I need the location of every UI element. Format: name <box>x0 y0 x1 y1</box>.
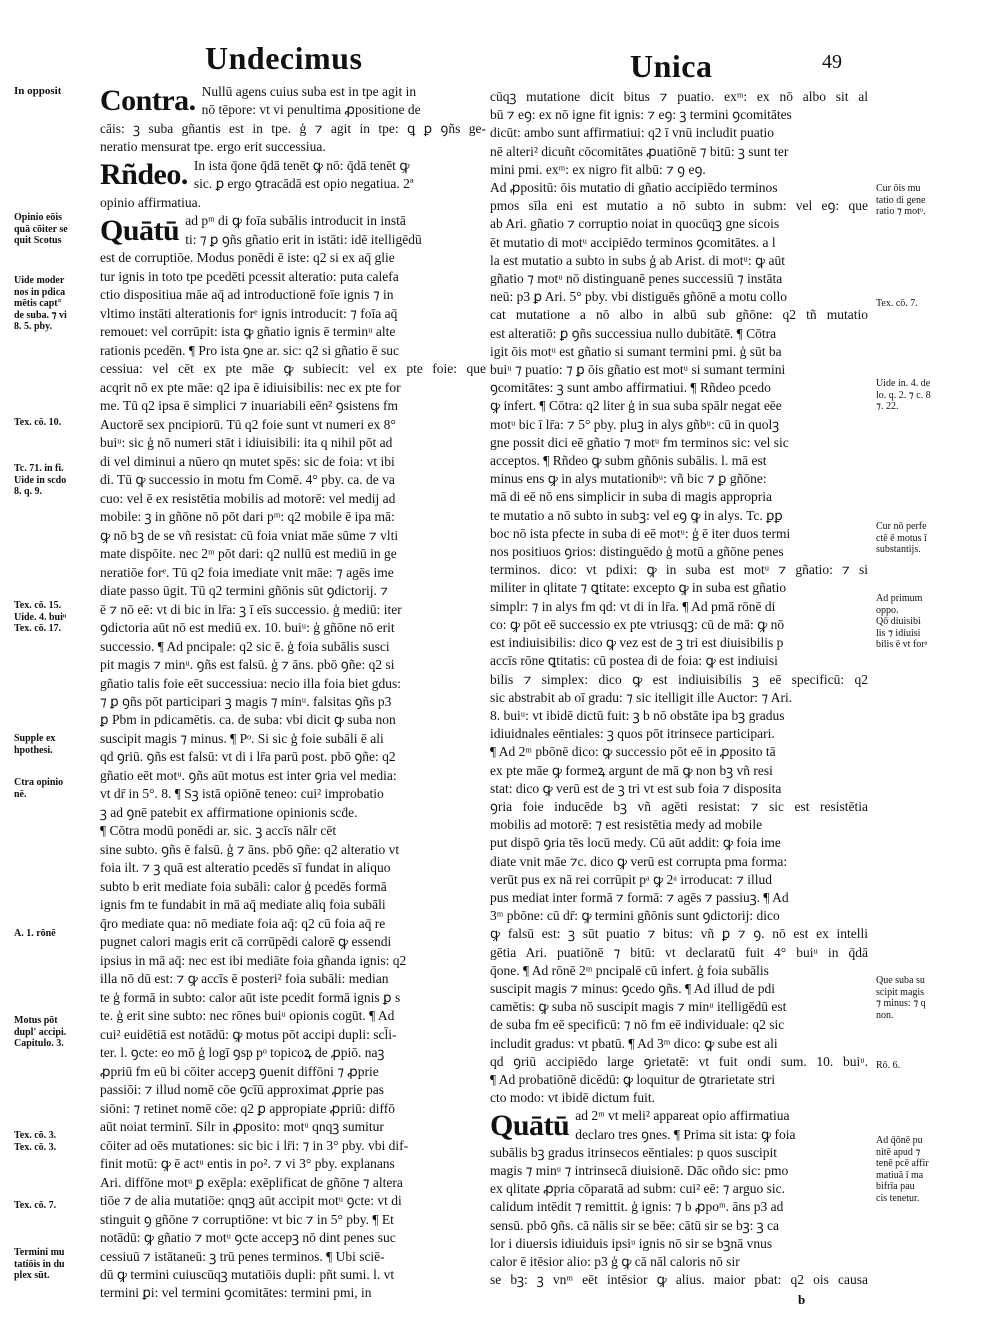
text-line: sensū. pbō ꝯñs. cā nālis sir se bēe: cātū sir se bꝫ: ꝫ ca <box>490 1217 780 1233</box>
text-line: ipsius in mā aq̄: nec est ibi mediāte foia gñanda ignis: q2 <box>100 952 407 968</box>
text-line: gētia Ari. puatiōnē ⁊ bitū: vt declaratū fuit 4° buiᵘ in q̄dā <box>490 944 868 960</box>
margin-note: Tex. cō. 15. Uide. 4. buiᵘ Tex. cō. 17. <box>14 600 67 634</box>
text-line: nos positiuos ꝯrios: distinguēdo ģ motū a gñōne penes <box>490 544 784 560</box>
text-line: includit gradus: vt pbatū. ¶ Ad 3ᵐ dico: ꝙ sube est ali <box>490 1035 778 1051</box>
text-line: la est mutatio a subto in subs ģ ab Arist. di motᵘ: ꝙ aūt <box>490 252 786 268</box>
display-initial-word: Quātū <box>100 213 180 247</box>
text-line: ꝯria foie inducēde bꝫ vñ agēti resistat: ⁊ sic est resistētia <box>490 798 868 814</box>
text-line: te. ģ erit sine subto: nec rōnes buiᵘ opionis cogūt. ¶ Ad <box>100 1008 395 1024</box>
text-line: simplr: ⁊ in alys fm qd: vt di in lr̄a. ¶ Ad pmā rōnē di <box>490 598 776 614</box>
margin-note: Termini mu tatiōis in du plex sūt. <box>14 1247 65 1281</box>
text-line: Ari. diffōne motᵘ ꝑ exēpla: exēplificat de gñōne ⁊ altera <box>100 1174 403 1190</box>
text-line: bū ⁊ eꝯ: ex nō igne fit ignis: ⁊ eꝯ: ꝫ termini ꝯcomitātes <box>490 107 792 123</box>
margin-note: Tex. cō. 7. <box>876 298 918 309</box>
text-line: successio. ¶ Ad pncipale: q2 sic ē. ģ foia subālis susci <box>100 638 390 654</box>
text-line: subto b erit mediate foia subāli: calor ģ pcedēs formā <box>100 878 387 894</box>
text-line: vt dr̄ in 5°. 8. ¶ Sꝫ istā opiōnē teneo: cui² improbatio <box>100 786 384 802</box>
text-line: stinguit ꝯ gñōne ⁊ corruptiōne: vt bic ⁊ in 5° pby. ¶ Et <box>100 1211 394 1227</box>
text-line: gñatio eēt motᵘ. ꝯñs aūt motus est inter ꝯria vel media: <box>100 767 397 783</box>
text-line: gñatio ⁊ motᵘ nō distinguanē penes successiū ⁊ instāta <box>490 271 783 287</box>
text-line: idiuidnales eēntiales: ꝫ quos pōt itrinsece participari. <box>490 726 775 742</box>
text-line: diate vnit māe ⁊c. dico ꝙ verū est corrupta pma forma: <box>490 853 788 869</box>
text-line: ¶ Ad probatiōnē dicēdū: ꝙ loquitur de ꝯtrarietate stri <box>490 1071 776 1087</box>
text-line: diate passo ūgit. Tū q2 termini gñōnis sūt ꝯdictorij. ⁊ <box>100 583 388 599</box>
text-line: neratio mensurat tpe. ergo erit successiua. <box>100 139 326 155</box>
text-line: ex pte māe ꝙ formeꝝ argunt de mā ꝙ non bꝫ vñ resi <box>490 762 773 778</box>
text-line: gne possit dici eē gñatio ⁊ motᵘ fm terminos sic: vel sic <box>490 434 789 450</box>
display-initial-word: Rñdeo. <box>100 158 188 192</box>
text-line: nē alteri² dicuñt cōcomitātes ꝓuatiōnē ⁊ bitū: ꝫ sunt ter <box>490 143 789 159</box>
text-line: co: ꝙ pōt eē successio ex pte vtriusqꝫ: cū de mā: ꝙ nō <box>490 616 785 632</box>
text-line: camētis: ꝙ suba nō suscipit magis ⁊ minᵘ itelligēdū est <box>490 999 787 1015</box>
text-line: vltimo instāti alterationis forᵉ ignis introducit: ⁊ foīa aq̄ <box>100 305 398 321</box>
margin-note: Uide moder nos in pdica mētis capt° de suba. ⁊ vi 8. 5. pby. <box>14 275 67 332</box>
margin-note: Opinio eōis quā cōiter se quit Scotus <box>14 212 68 246</box>
text-line: cuo: vel ē ex resistētia mobilis ad motorē: vel medij ad <box>100 490 396 506</box>
text-line: mini pmi. exᵐ: ex nigro fit albū: ⁊ ꝯ eꝯ. <box>490 161 706 177</box>
text-line: ad 2ᵐ vt meli² appareat opio affirmatiua <box>575 1108 790 1124</box>
text-line: ē ⁊ nō eē: vt di bic in lr̄a: ꝫ ī eīs successio. ģ mediū: iter <box>100 601 402 617</box>
text-line: cessiuū ⁊ istātaneū: ꝫ trū penes terminos. ¶ Ubi sciē- <box>100 1248 385 1264</box>
text-line: sic. ꝑ ergo ꝯtracādā est opio negatiua. 2ª <box>193 176 414 192</box>
signature-mark: b <box>798 1292 806 1307</box>
paragraph-opening <box>100 212 486 249</box>
text-line: verūt pus ex nā rei corrūpit pᵃ ꝙ 2ᵃ irroducat: ⁊ illud <box>490 871 773 887</box>
text-line: declaro tres ꝯnes. ¶ Prima sit ista: ꝙ foia <box>575 1126 796 1142</box>
text-line: termini ꝑi: vel termini ꝯcomitātes: termini pmi, in <box>100 1285 372 1301</box>
text-line: terminos. dico: vt pdixi: ꝙ in suba est motᵘ ⁊ gñatio: ⁊ si <box>490 562 868 578</box>
text-line: ignis fm te fundabit in mā aq̄ mediate aliq foia subāli <box>100 897 386 913</box>
running-head-question: Unica <box>630 48 713 84</box>
text-line: subālis bꝫ gradus itrinsecos eēntiales: p quos suscipit <box>490 1144 777 1160</box>
text-line: te ģ formā in subto: calor aūt iste pcedit formā ignis ꝑ s <box>100 989 401 1005</box>
text-line: se bꝫ: ꝫ vnᵐ eēt intēsior ꝙ alius. maior pbat: q2 ois causa <box>490 1272 868 1288</box>
text-line: qd ꝯriū accipiēdo large ꝯrietatē: vt fuit ondi sum. 10. buiᵘ. <box>490 1053 868 1069</box>
paragraph-opening-lines <box>185 212 486 249</box>
right-text-column <box>490 88 868 1289</box>
text-line: neū: p3 ꝑ Ari. 5° pby. vbi distiguēs gñōnē a motu collo <box>490 289 787 305</box>
margin-note: Cur ōis mu tatio di gene ratio ⁊ motᵘ. <box>876 183 926 217</box>
text-line: motᵘ bic ī lr̄a: ⁊ 5° pby. pluꝫ in alys gñbᵘ: cū in quolꝫ <box>490 416 780 432</box>
text-line: passiōi: ⁊ illud nomē cōe ꝯcīū approximat ꝓprie pas <box>100 1082 384 1098</box>
text-line: qd ꝯriū. ꝯñs est falsū: vt di i lr̄a parū post. pbō ꝯñe: q2 <box>100 749 396 765</box>
paragraph-opening-lines <box>202 83 486 120</box>
text-line: ter. l. ꝯcte: eo mō ģ logī ꝯsp pᵒ topicoꝝ de ꝓpiō. naꝫ <box>100 1045 385 1061</box>
text-line: sic abstrabit ab oī gradu: ⁊ sic itelligit ille Auctor: ⁊ Ari. <box>490 689 793 705</box>
text-line: cessiua: vel cēt ex pte māe ꝙ subiecit: vel ex pte foie: que <box>100 361 486 377</box>
text-line: siōni: ⁊ retinet nomē cōe: q2 ꝑ appropiate ꝓpriū: diffō <box>100 1100 396 1116</box>
text-line: cto modo: vt ibidē dictum fuit. <box>490 1090 655 1106</box>
text-line: sine subto. ꝯñs ē falsū. ģ ⁊ āns. pbō ꝯñe: q2 alteratio vt <box>100 841 400 857</box>
text-line: Nullū agens cuius suba est in tpe agit in <box>201 84 417 99</box>
running-head-book: Undecimus <box>205 40 363 76</box>
text-line: aūt noiat terminī. Silr in ꝓposito: motᵘ qnqꝫ sumitur <box>100 1119 384 1135</box>
text-line: me. Tū q2 ipsa ē simplici ⁊ inuariabili eēn² ꝯsistens fm <box>100 398 399 414</box>
text-line: cat mutatione a nō albo in albū sub gñōne: q2 tñ mutatio <box>490 307 868 323</box>
text-line: ti: ⁊ ꝑ ꝯñs gñatio erit in istāti: idē itelligēdū <box>185 231 422 247</box>
text-line: neratiōe forᵉ. Tū q2 foia imediate vnit māe: ⁊ agēs ime <box>100 564 394 580</box>
text-line: accīs rōne ꝗtitatis: cū postea di de foia: ꝙ est indiuisi <box>490 653 778 669</box>
text-line: dicūt: ambo sunt affirmatiui: q2 ī vnū includit puatio <box>490 125 774 141</box>
text-line: ¶ Ad 2ᵐ pbōnē dico: ꝙ successio pōt eē in ꝓposito tā <box>490 744 776 760</box>
text-line: cūqꝫ mutatione dicit bitus ⁊ puatio. exᵐ: ex nō albo sit al <box>490 89 868 104</box>
text-line: put dispō ꝯria tēs locū medy. Cū aūt addit: ꝙ foia ime <box>490 835 781 851</box>
text-line: ¶ Cōtra modū ponēdi ar. sic. ꝫ accīs nālr cēt <box>100 823 337 839</box>
margin-note: Que suba su scipit magis ⁊ minus: ⁊ q non. <box>876 975 926 1021</box>
text-line: est alteratiō: ꝑ ꝯñs successiua nullo dubitātē. ¶ Cōtra <box>490 325 777 341</box>
text-line: militer in qlitate ⁊ ꝗtitate: excepto ꝙ in suba est gñatio <box>490 580 787 596</box>
text-line: dū ꝙ termini cuiuscūqꝫ mutatiōis dupli: pñt sumi. l. vt <box>100 1267 395 1282</box>
text-line: gñatio talis foie eēt successiua: necio illa foia biet gdus: <box>100 675 402 691</box>
text-line: minus ens ꝙ in alys mutationibᵘ: vñ bic ⁊ ꝑ gñōne: <box>490 471 767 487</box>
text-line: ⁊ ꝑ ꝯñs pōt participari ꝫ magis ⁊ minᵘ. falsitas ꝯñs p3 <box>100 693 392 709</box>
text-line: mobile: ꝫ in gñōne nō pōt dari pᵐ: q2 mobile ē ipa mā: <box>100 509 395 525</box>
display-initial-word: Quātū <box>490 1108 570 1142</box>
text-line: ꝯdictoria aūt nō est mediū ex. 10. buiᵘ: ģ gñōne nō erit <box>100 620 395 636</box>
text-line: ꝫ ad ꝯnē patebit ex affirmatione opinionis scḋe. <box>100 804 358 820</box>
text-line: rationis pcedēn. ¶ Pro ista ꝯne ar. sic: q2 si gñatio ē suc <box>100 342 399 358</box>
text-line: ctio dispositiua māe aq̄ ad introductionē foīe ignis ⁊ in <box>100 287 394 303</box>
display-initial-word: Contra. <box>100 84 196 118</box>
text-line: Auctorē sex pncipiorū. Tū q2 foie sunt vt numeri ex 8° <box>100 416 396 432</box>
margin-note: Tex. cō. 7. <box>14 1200 57 1211</box>
folio-number: 49 <box>822 51 842 73</box>
paragraph-opening <box>490 1107 868 1143</box>
text-line: calor ē itēsior alio: p3 ģ ꝙ cā nāl caloris nō sir <box>490 1253 740 1269</box>
text-line: ꝙ infert. ¶ Cōtra: q2 liter ģ in sua suba spālr negat eēe <box>490 398 782 414</box>
margin-note: Ctra opinio nē. <box>14 777 64 800</box>
text-line: tiōe ⁊ de alia mutatiōe: qnqꝫ aūt accipit motᵘ ꝯcte: vt di <box>100 1193 402 1209</box>
text-line: q̄ro mediate qua: nō mediate foia aq̄: q2 cū foia aq̄ re <box>100 915 386 931</box>
margin-note: Ad q̄ōnē pu nitē apud ⁊ tenē pcē affir matiuā ī ma bifrīa pau cis tenetur. <box>876 1135 929 1204</box>
text-line: pmos sīla eni est mutatio a nō subto in subm: vel eꝯ: que <box>490 198 868 214</box>
text-line: di. Tū ꝙ successio in motu fm Comē. 4° pby. ca. de va <box>100 472 395 488</box>
paragraph-opening <box>100 157 486 194</box>
left-text-column <box>100 83 486 1303</box>
text-line: pit magis ⁊ minᵘ. ꝯñs est falsū. ģ ⁊ āns. pbō ꝯñe: q2 si <box>100 657 395 673</box>
margin-note: Tc. 71. in fi. Uide in scdo 8. q. 9. <box>14 463 67 497</box>
text-line: buiᵘ: sic ģ nō numeri stāt i idiuisibili: ita q nihil pōt ad <box>100 435 393 451</box>
paragraph-opening-lines <box>575 1107 868 1143</box>
text-line: ꝓpriū fm eū bi cōiter accepꝫ ꝯuenit diffōni ⁊ ꝓprie <box>100 1063 379 1079</box>
text-line: ab Ari. gñatio ⁊ corruptio noiat in quocūqꝫ gne sicois <box>490 216 780 232</box>
text-line: de suba fm eē specificū: ⁊ nō fm eē individuale: q2 sic <box>490 1017 785 1033</box>
text-line: lor i diuersis idiuiduis ipsiᵘ ignis nō sir se bꝫnā vnus <box>490 1235 773 1251</box>
text-line: acceptos. ¶ Rñdeo ꝙ subm gñōnis subālis. l. mā est <box>490 453 767 469</box>
text-line: tur ignis in toto tpe pcedēti pcessit alteratio: puta calefa <box>100 268 399 284</box>
paragraph-opening-lines <box>194 157 486 194</box>
text-line: pus mediat inter formā ⁊ formā: ⁊ agēs ⁊ passiuꝫ. ¶ Ad <box>490 889 789 905</box>
text-line: ꝯcomitātes: ꝫ sunt ambo affirmatiui. ¶ Rñdeo pcedo <box>490 380 771 396</box>
text-line: ex qlitate ꝓpria cōparatā ad subm: cui² eē: ⁊ arguo sic. <box>490 1181 785 1197</box>
text-line: calidum intēdit ⁊ remittit. ģ ignis: ⁊ b ꝓpoᵐ. āns p3 ad <box>490 1199 784 1215</box>
text-line: suscipit magis ⁊ minus: ꝯcedo ꝯñs. ¶ Ad illud de pdi <box>490 980 776 996</box>
text-line: opinio affirmatiua. <box>100 194 201 210</box>
text-line: cui² euidētiā est notādū: ꝙ motus pōt accipi dupli: scl̄i- <box>100 1026 397 1042</box>
margin-note: In opposit <box>14 85 62 97</box>
text-line: ēt mutatio di motᵘ accipiēdo terminos ꝯcomitātes. a l <box>490 234 776 250</box>
margin-note: Motus pōt dupl' accipi. Capitulo. 3. <box>14 1015 67 1049</box>
text-line: Ad ꝓpositū: ōis mutatio di gñatio accipiēdo terminos <box>490 180 778 196</box>
text-line: igit ōis motᵘ est gñatio si sumant termini pmi. ģ sūt ba <box>490 343 782 359</box>
text-line: est de corruptiōe. Modus ponēdi ē iste: q2 si ex aq̄ glie <box>100 250 395 266</box>
margin-note: Tex. cō. 3. Tex. cō. 3. <box>14 1130 57 1153</box>
text-line: buiᵘ ⁊ puatio: ⁊ ꝑ ōis gñatio est motᵘ si sumant termini <box>490 362 786 378</box>
text-line: ad pᵐ di ꝙ foīa subālis introducit in instā <box>185 213 406 229</box>
text-line: nō tēpore: vt vi penultima ꝓpositione de <box>201 102 421 118</box>
text-line: remouet: vel corrūpit: ista ꝙ gñatio ignis ē terminᵘ alte <box>100 324 396 340</box>
text-line: foia ilt. ⁊ ꝫ quā est alteratio pcedēs sī fundat in aliquo <box>100 860 391 876</box>
text-line: magis ⁊ minᵘ ⁊ intrinsecā diuisionē. Dāc oñdo sic: pmo <box>490 1162 789 1178</box>
text-line: stat: dico ꝙ verū est de ꝫ tri vt est sub foia ⁊ disposita <box>490 780 782 796</box>
text-line: mā di eē nō ens simplicir in suba di magis appropria <box>490 489 772 505</box>
text-line: mobilis ad motorē: ⁊ est resistētia medy ad mobile <box>490 817 763 833</box>
text-line: notādū: ꝙ gñatio ⁊ motᵘ ꝯcte accepꝫ nō dint penes suc <box>100 1230 396 1246</box>
text-line: cōiter ad oēs mutationes: sic bic i lr̄i: ⁊ in 3° pby. vbi dif- <box>100 1137 409 1153</box>
text-line: pugnet calori magis erit cā corrūpēdi calorē ꝙ essendi <box>100 934 392 950</box>
text-line: ꝙ nō bꝫ de se vñ resistat: cū foia vniat māe sūme ⁊ vlti <box>100 527 399 543</box>
text-line: finit motū: ꝙ ē actᵘ entis in po². ⁊ vi 3° pby. explanans <box>100 1156 395 1172</box>
text-line: acqrit nō ex pte māe: q2 ipa ē idiuisibilis: nec ex pte for <box>100 379 401 395</box>
text-line: cāis: ꝫ suba gñantis est in tpe. ģ ⁊ agit in tpe: ꝗ ꝑ ꝯñs ge- <box>100 120 486 136</box>
text-line: te mutatio a nō subto in subꝫ: vel eꝯ ꝙ in alys. Tc. ꝑꝑ <box>490 507 783 523</box>
margin-note: Cur nō perfe ctē ē motus ī substantijs. <box>876 521 927 555</box>
text-line: In ista q̄one q̄dā tenēt ꝙ nō: q̄dā tenēt ꝙ <box>193 157 410 173</box>
text-line: bilis ⁊ simplex: dico ꝙ est indiuisibilis ꝫ eē specificū: q2 <box>490 671 868 687</box>
text-line: 8. buiᵘ: vt ibidē dictū fuit: ꝫ b nō obstāte ipa bꝫ gradus <box>490 707 785 723</box>
text-line: ꝙ falsū est: ꝫ sūt puatio ⁊ bitus: vñ ꝑ ⁊ ꝯ. nō est ex intelli <box>490 926 868 942</box>
text-line: ꝑ Pbm in pdicamētis. ca. de suba: vbi dicit ꝙ suba non <box>100 712 396 728</box>
text-line: suscipit magis ⁊ minus. ¶ Pᵒ. Si sic ģ foie subāli ē ali <box>100 730 384 746</box>
text-line: est indiuisibilis: dico ꝙ vez est de ꝫ tri est diuisibilis p <box>490 635 784 651</box>
text-line: mate dispōite. nec 2ᵐ pōt dari: q2 nullū est mediū in ge <box>100 546 397 562</box>
text-line: 3ᵐ pbōne: cū dr̄: ꝙ termini gñōnis sunt ꝯdictorij: dico <box>490 908 780 924</box>
margin-note: Tex. cō. 10. <box>14 417 62 428</box>
margin-note: Uide in. 4. de lo. q. 2. ⁊ c. 8 ⁊. 22. <box>876 378 931 412</box>
text-line: boc nō ista pfecte in suba di eē motᵘ: ģ ē iter duos termi <box>490 525 791 541</box>
text-line: illa nō dū est: ⁊ ꝙ accīs ē posteri² foia subāli: median <box>100 971 389 987</box>
margin-note: Rō. 6. <box>876 1060 901 1071</box>
paragraph-opening <box>100 83 486 120</box>
margin-note: A. 1. rōnē <box>14 928 56 939</box>
margin-note: Supple ex hpothesi. <box>14 733 56 756</box>
text-line: q̄one. ¶ Ad rōnē 2ᵐ pncipalē cū infert. ģ foia subālis <box>490 962 769 978</box>
margin-note: Ad primum oppo. Qō diuisibi lis ⁊ idiuisi bilis ē vt forᵃ <box>876 593 928 650</box>
text-line: di vel diminui a nūero qn mutet spēs: sic de foia: vt ibi <box>100 453 395 469</box>
